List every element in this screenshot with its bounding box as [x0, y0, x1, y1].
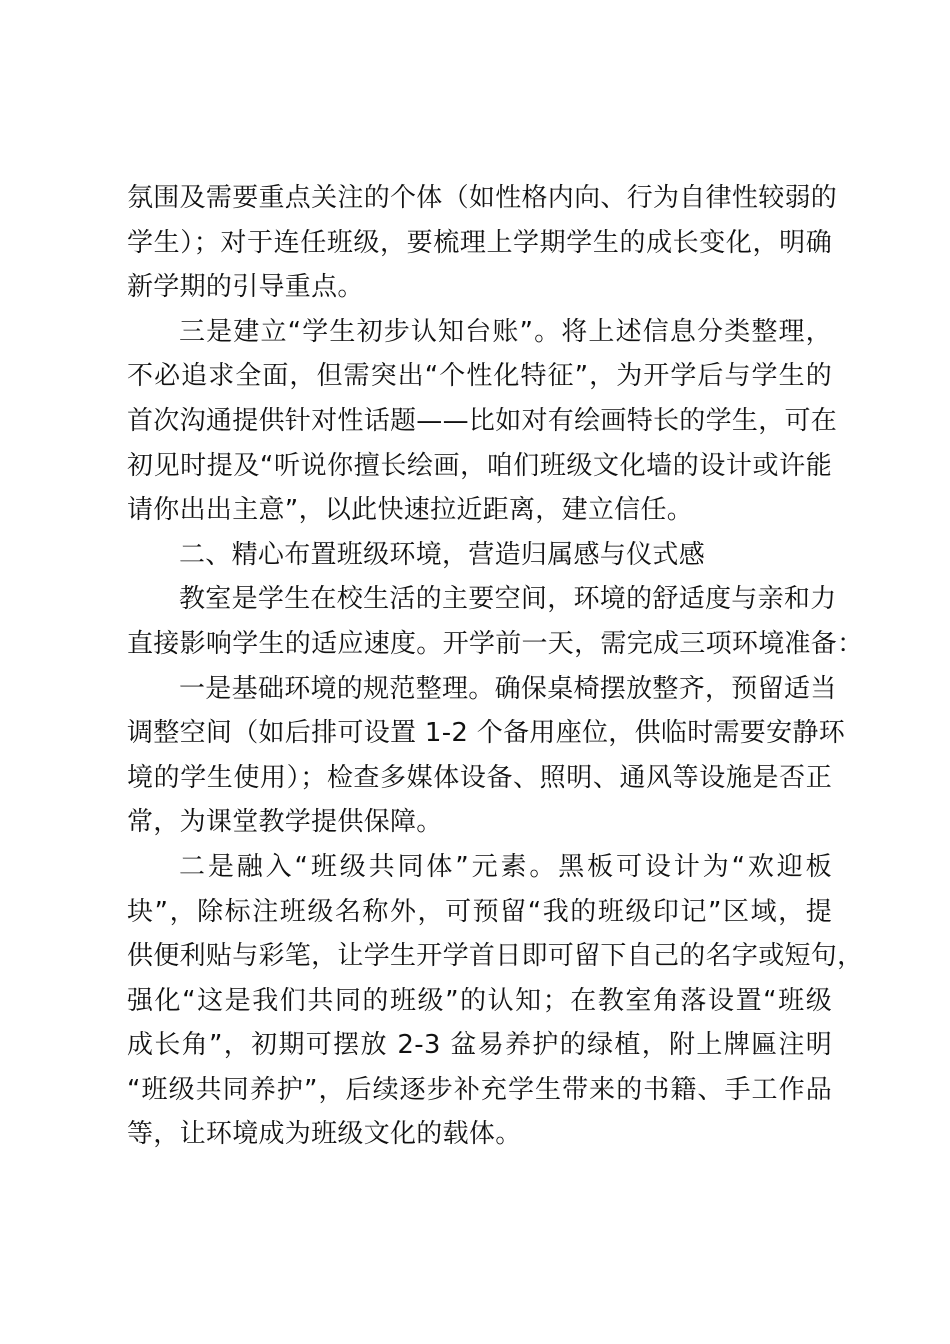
text-line: 不必追求全面，但需突出“个性化特征”，为开学后与学生的	[127, 361, 832, 392]
text-line: 初见时提及“听说你擅长绘画，咱们班级文化墙的设计或许能	[127, 450, 832, 481]
text-line: 学生）；对于连任班级，要梳理上学期学生的成长变化，明确	[127, 227, 832, 258]
text-line: 新学期的引导重点。	[127, 272, 364, 303]
text-line: 块”，除标注班级名称外，可预留“我的班级印记”区域，提	[127, 896, 832, 927]
text-line: 一是基础环境的规范整理。确保桌椅摆放整齐，预留适当	[179, 673, 837, 704]
text-line: 三是建立“学生初步认知台账”。将上述信息分类整理，	[179, 316, 832, 347]
text-line: 氛围及需要重点关注的个体（如性格内向、行为自律性较弱的	[127, 183, 838, 213]
section-heading: 二、精心布置班级环境，营造归属感与仪式感	[179, 539, 706, 570]
text-line: 二是融入“班级共同体”元素。黑板可设计为“欢迎板	[179, 851, 832, 882]
text-line: 成长角”，初期可摆放 2-3 盆易养护的绿植，附上牌匾注明	[127, 1030, 832, 1061]
text-line: 直接影响学生的适应速度。开学前一天，需完成三项环境准备：	[127, 628, 864, 659]
text-line: 供便利贴与彩笔，让学生开学首日即可留下自己的名字或短句，	[127, 941, 864, 972]
text-line: 强化“这是我们共同的班级”的认知；在教室角落设置“班级	[127, 985, 832, 1016]
body-text	[127, 176, 864, 1157]
text-line: 请你出出主意”，以此快速拉近距离，建立信任。	[127, 495, 694, 526]
text-line: 教室是学生在校生活的主要空间，环境的舒适度与亲和力	[179, 584, 837, 615]
text-line: “班级共同养护”，后续逐步补充学生带来的书籍、手工作品	[127, 1074, 832, 1105]
text-line: 境的学生使用）；检查多媒体设备、照明、通风等设施是否正	[127, 762, 832, 793]
text-line: 常，为课堂教学提供保障。	[127, 807, 443, 838]
text-line: 等，让环境成为班级文化的载体。	[127, 1119, 522, 1150]
text-line: 首次沟通提供针对性话题——比如对有绘画特长的学生，可在	[127, 405, 838, 436]
text-line: 调整空间（如后排可设置 1-2 个备用座位，供临时需要安静环	[127, 718, 845, 749]
